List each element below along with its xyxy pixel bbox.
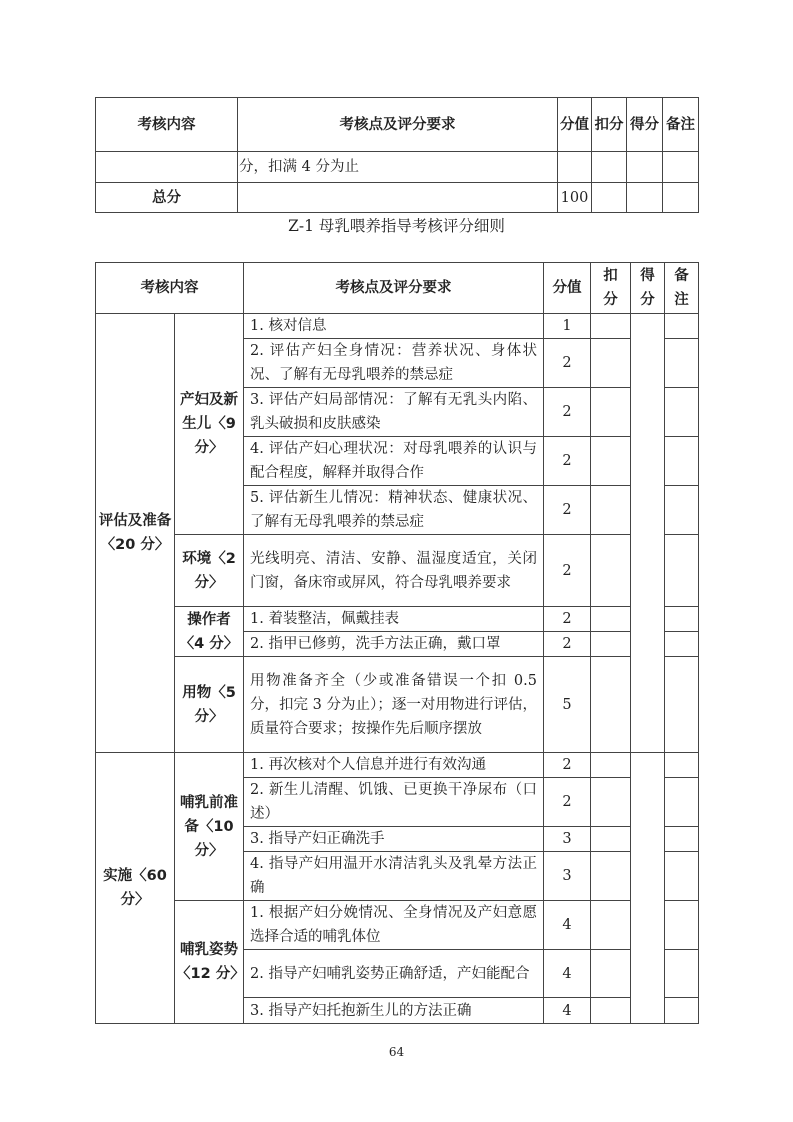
- requirement-text: 1. 核对信息: [244, 314, 544, 339]
- table-row: [96, 657, 699, 753]
- note-cell[interactable]: [665, 901, 699, 950]
- deduction-cell[interactable]: [591, 901, 631, 950]
- header-got: 得分: [631, 263, 665, 314]
- table-row: [96, 607, 699, 632]
- deduction-cell[interactable]: [591, 314, 631, 339]
- group-label: 用物〈5 分〉: [175, 657, 244, 753]
- note-cell[interactable]: [665, 339, 699, 388]
- note-cell[interactable]: [665, 852, 699, 901]
- note-cell[interactable]: [665, 632, 699, 657]
- table-row: [96, 314, 699, 339]
- requirement-text: 2. 评估产妇全身情况：营养状况、身体状况、了解有无母乳喂养的禁忌症: [244, 339, 544, 388]
- note-cell[interactable]: [665, 998, 699, 1024]
- requirement-text: 3. 指导产妇托抱新生儿的方法正确: [244, 998, 544, 1024]
- requirement-text: 3. 指导产妇正确洗手: [244, 827, 544, 852]
- item-score: 2: [544, 388, 591, 437]
- requirement-text: 2. 新生儿清醒、饥饿、已更换干净尿布（口述）: [244, 778, 544, 827]
- note-cell[interactable]: [665, 827, 699, 852]
- header-note: 备注: [665, 263, 699, 314]
- item-score: 2: [544, 486, 591, 535]
- deduction-cell[interactable]: [591, 827, 631, 852]
- section-label: 实施〈60 分〉: [96, 753, 175, 1024]
- section-label: 评估及准备〈20 分〉: [96, 314, 175, 753]
- header-score: 分值: [544, 263, 591, 314]
- total-row: [96, 183, 699, 213]
- deduction-cell[interactable]: [591, 607, 631, 632]
- item-score: 2: [544, 437, 591, 486]
- total-label: 总分: [96, 183, 238, 213]
- requirement-text: 4. 指导产妇用温开水清洁乳头及乳晕方法正确: [244, 852, 544, 901]
- item-score: 2: [544, 632, 591, 657]
- header-requirements: 考核点及评分要求: [244, 263, 544, 314]
- total-score: 100: [558, 183, 592, 213]
- item-score: 3: [544, 827, 591, 852]
- deduction-cell[interactable]: [591, 388, 631, 437]
- header-requirements: 考核点及评分要求: [238, 98, 558, 152]
- requirement-text: 1. 着装整洁，佩戴挂表: [244, 607, 544, 632]
- note-cell[interactable]: [665, 753, 699, 778]
- item-score: 2: [544, 778, 591, 827]
- header-content: 考核内容: [96, 98, 238, 152]
- page-number: 64: [388, 1045, 405, 1059]
- group-label: 环境〈2 分〉: [175, 535, 244, 607]
- table-header-row: [96, 98, 699, 152]
- page-title: Z-1 母乳喂养指导考核评分细则: [288, 217, 505, 235]
- item-score: 4: [544, 950, 591, 998]
- header-deduction: 扣分: [592, 98, 627, 152]
- note-cell[interactable]: [665, 486, 699, 535]
- header-content: 考核内容: [96, 263, 244, 314]
- requirement-text: 分，扣满 4 分为止: [238, 152, 558, 183]
- item-score: 2: [544, 607, 591, 632]
- header-note: 备注: [663, 98, 699, 152]
- deduction-cell[interactable]: [591, 657, 631, 753]
- note-cell[interactable]: [665, 535, 699, 607]
- note-cell[interactable]: [665, 778, 699, 827]
- header-score: 分值: [558, 98, 592, 152]
- deduction-cell[interactable]: [591, 998, 631, 1024]
- table-row: [96, 152, 699, 183]
- deduction-cell[interactable]: [591, 632, 631, 657]
- header-got: 得分: [627, 98, 663, 152]
- group-label: 哺乳姿势〈12 分〉: [175, 901, 244, 1024]
- requirement-text: 光线明亮、清洁、安静、温湿度适宜，关闭门窗，备床帘或屏风，符合母乳喂养要求: [244, 535, 544, 607]
- got-score-cell[interactable]: [631, 314, 665, 753]
- requirement-text: 4. 评估产妇心理状况：对母乳喂养的认识与配合程度，解释并取得合作: [244, 437, 544, 486]
- deduction-cell[interactable]: [591, 950, 631, 998]
- note-cell[interactable]: [665, 437, 699, 486]
- group-label: 哺乳前准备〈10 分〉: [175, 753, 244, 901]
- table-row: [96, 901, 699, 950]
- note-cell[interactable]: [665, 314, 699, 339]
- group-label: 产妇及新生儿〈9 分〉: [175, 314, 244, 535]
- item-score: 2: [544, 753, 591, 778]
- item-score: 2: [544, 535, 591, 607]
- header-deduction: 扣分: [591, 263, 631, 314]
- note-cell[interactable]: [665, 607, 699, 632]
- table-row: [96, 753, 699, 778]
- table-row: [96, 535, 699, 607]
- item-score: 1: [544, 314, 591, 339]
- deduction-cell[interactable]: [591, 339, 631, 388]
- requirement-text: 3. 评估产妇局部情况：了解有无乳头内陷、乳头破损和皮肤感染: [244, 388, 544, 437]
- item-score: 5: [544, 657, 591, 753]
- item-score: 3: [544, 852, 591, 901]
- deduction-cell[interactable]: [591, 486, 631, 535]
- note-cell[interactable]: [665, 950, 699, 998]
- requirement-text: 用物准备齐全（少或准备错误一个扣 0.5 分，扣完 3 分为止）；逐一对用物进行评估，质量符合要求；按操作先后顺序摆放: [244, 657, 544, 753]
- requirement-text: 5. 评估新生儿情况：精神状态、健康状况、了解有无母乳喂养的禁忌症: [244, 486, 544, 535]
- item-score: 4: [544, 901, 591, 950]
- deduction-cell[interactable]: [591, 437, 631, 486]
- deduction-cell[interactable]: [591, 778, 631, 827]
- requirement-text: 1. 根据产妇分娩情况、全身情况及产妇意愿选择合适的哺乳体位: [244, 901, 544, 950]
- table-header-row: [96, 263, 699, 314]
- scoring-table: [95, 262, 699, 1024]
- item-score: 2: [544, 339, 591, 388]
- requirement-text: 2. 指甲已修剪，洗手方法正确，戴口罩: [244, 632, 544, 657]
- note-cell[interactable]: [665, 657, 699, 753]
- deduction-cell[interactable]: [591, 852, 631, 901]
- deduction-cell[interactable]: [591, 535, 631, 607]
- note-cell[interactable]: [665, 388, 699, 437]
- requirement-text: 2. 指导产妇哺乳姿势正确舒适，产妇能配合: [244, 950, 544, 998]
- deduction-cell[interactable]: [591, 753, 631, 778]
- top-score-table: [95, 97, 699, 213]
- item-score: 4: [544, 998, 591, 1024]
- group-label: 操作者〈4 分〉: [175, 607, 244, 657]
- requirement-text: 1. 再次核对个人信息并进行有效沟通: [244, 753, 544, 778]
- got-score-cell[interactable]: [631, 753, 665, 1024]
